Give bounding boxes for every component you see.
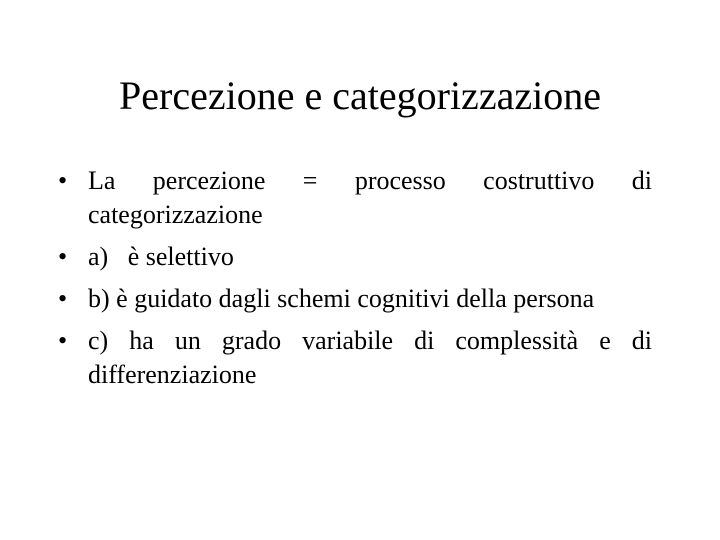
bullet-icon: • xyxy=(58,284,68,313)
bullet-text: a) è selettivo xyxy=(88,242,234,271)
bullet-icon: • xyxy=(58,166,68,195)
slide-title: Percezione e categorizzazione xyxy=(119,73,601,118)
bullet-text: La percezione = processo costruttivo di categorizzazione xyxy=(88,166,652,229)
bullet-text: b) è guidato dagli schemi cognitivi della persona xyxy=(88,284,595,313)
bullet-item xyxy=(54,324,652,392)
bullet-item xyxy=(54,282,652,316)
bullet-item xyxy=(54,240,652,274)
bullet-icon: • xyxy=(58,326,68,355)
bullet-icon: • xyxy=(58,242,68,271)
bullet-text: c) ha un grado variabile di complessità e di differenziazione xyxy=(88,326,652,389)
bullet-item xyxy=(54,164,652,232)
bullet-list xyxy=(54,164,652,400)
